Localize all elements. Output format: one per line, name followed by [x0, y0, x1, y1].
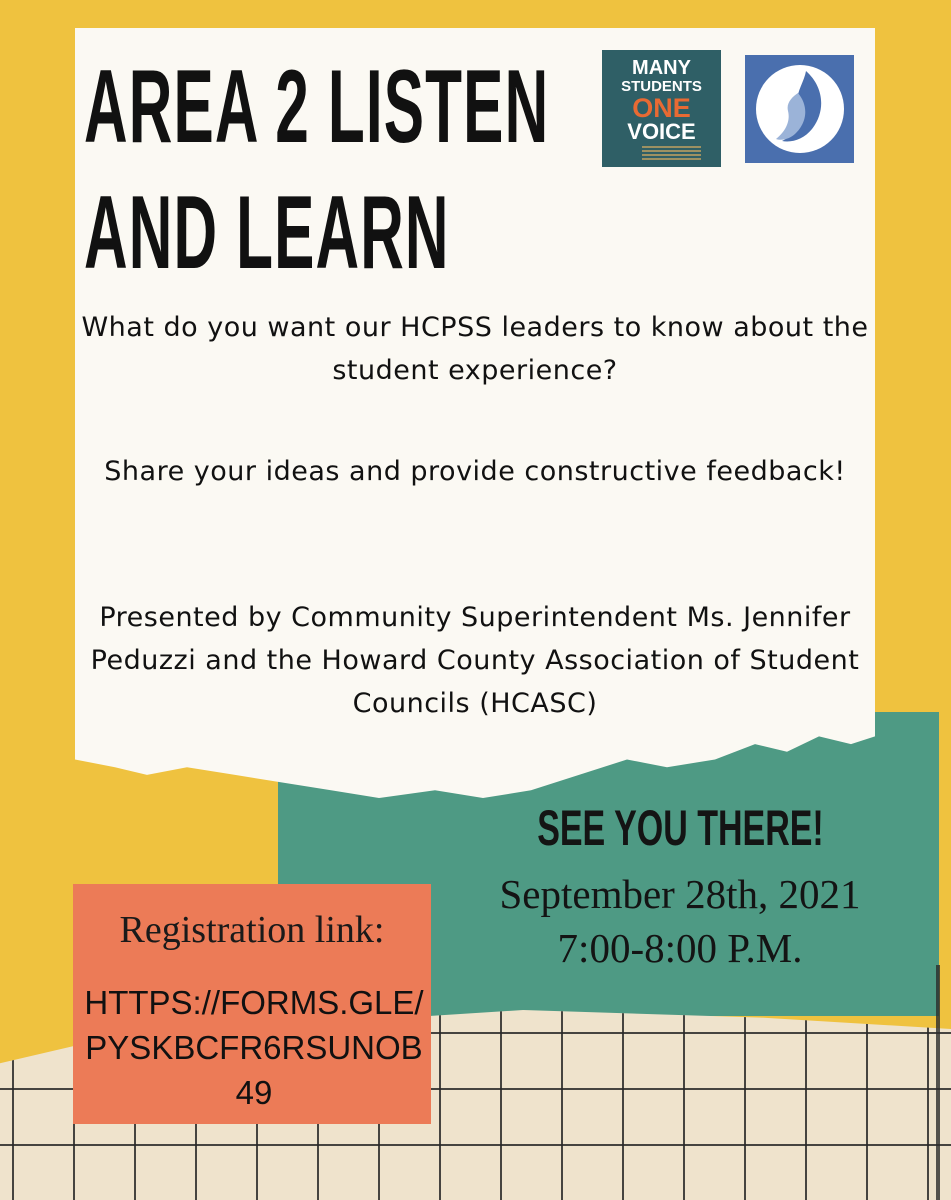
logo-fine-print: [642, 146, 701, 160]
event-date: September 28th, 2021: [499, 871, 861, 917]
see-you-there: SEE YOU THERE!: [537, 800, 824, 856]
registration-link[interactable]: HTTPS://FORMS.GLE/PYSKBCFR6RSUNOB49: [84, 984, 424, 1111]
logo-line-1: MANY: [632, 57, 691, 79]
question-text: What do you want our HCPSS leaders to know about the student experience?: [81, 312, 869, 386]
event-time: 7:00-8:00 P.M.: [557, 925, 803, 971]
logo-line-4: VOICE: [627, 119, 696, 144]
flame-icon: [754, 63, 846, 155]
registration-label: Registration link:: [119, 909, 385, 951]
logo-line-3: ONE: [632, 93, 691, 123]
logo-line-2: STUDENTS: [621, 78, 702, 95]
hcpss-logo: [745, 55, 854, 163]
title-line-2: AND LEARN: [84, 175, 450, 291]
share-text: Share your ideas and provide constructive feedback!: [104, 456, 846, 487]
poster-title: [84, 44, 549, 296]
presented-text: Presented by Community Superintendent Ms. Jennifer Peduzzi and the Howard County Association of Student Councils (HCASC): [90, 602, 860, 719]
title-line-1: AREA 2 LISTEN: [84, 49, 550, 165]
edge-line: [936, 965, 940, 1200]
many-students-one-voice-logo: [602, 50, 721, 167]
